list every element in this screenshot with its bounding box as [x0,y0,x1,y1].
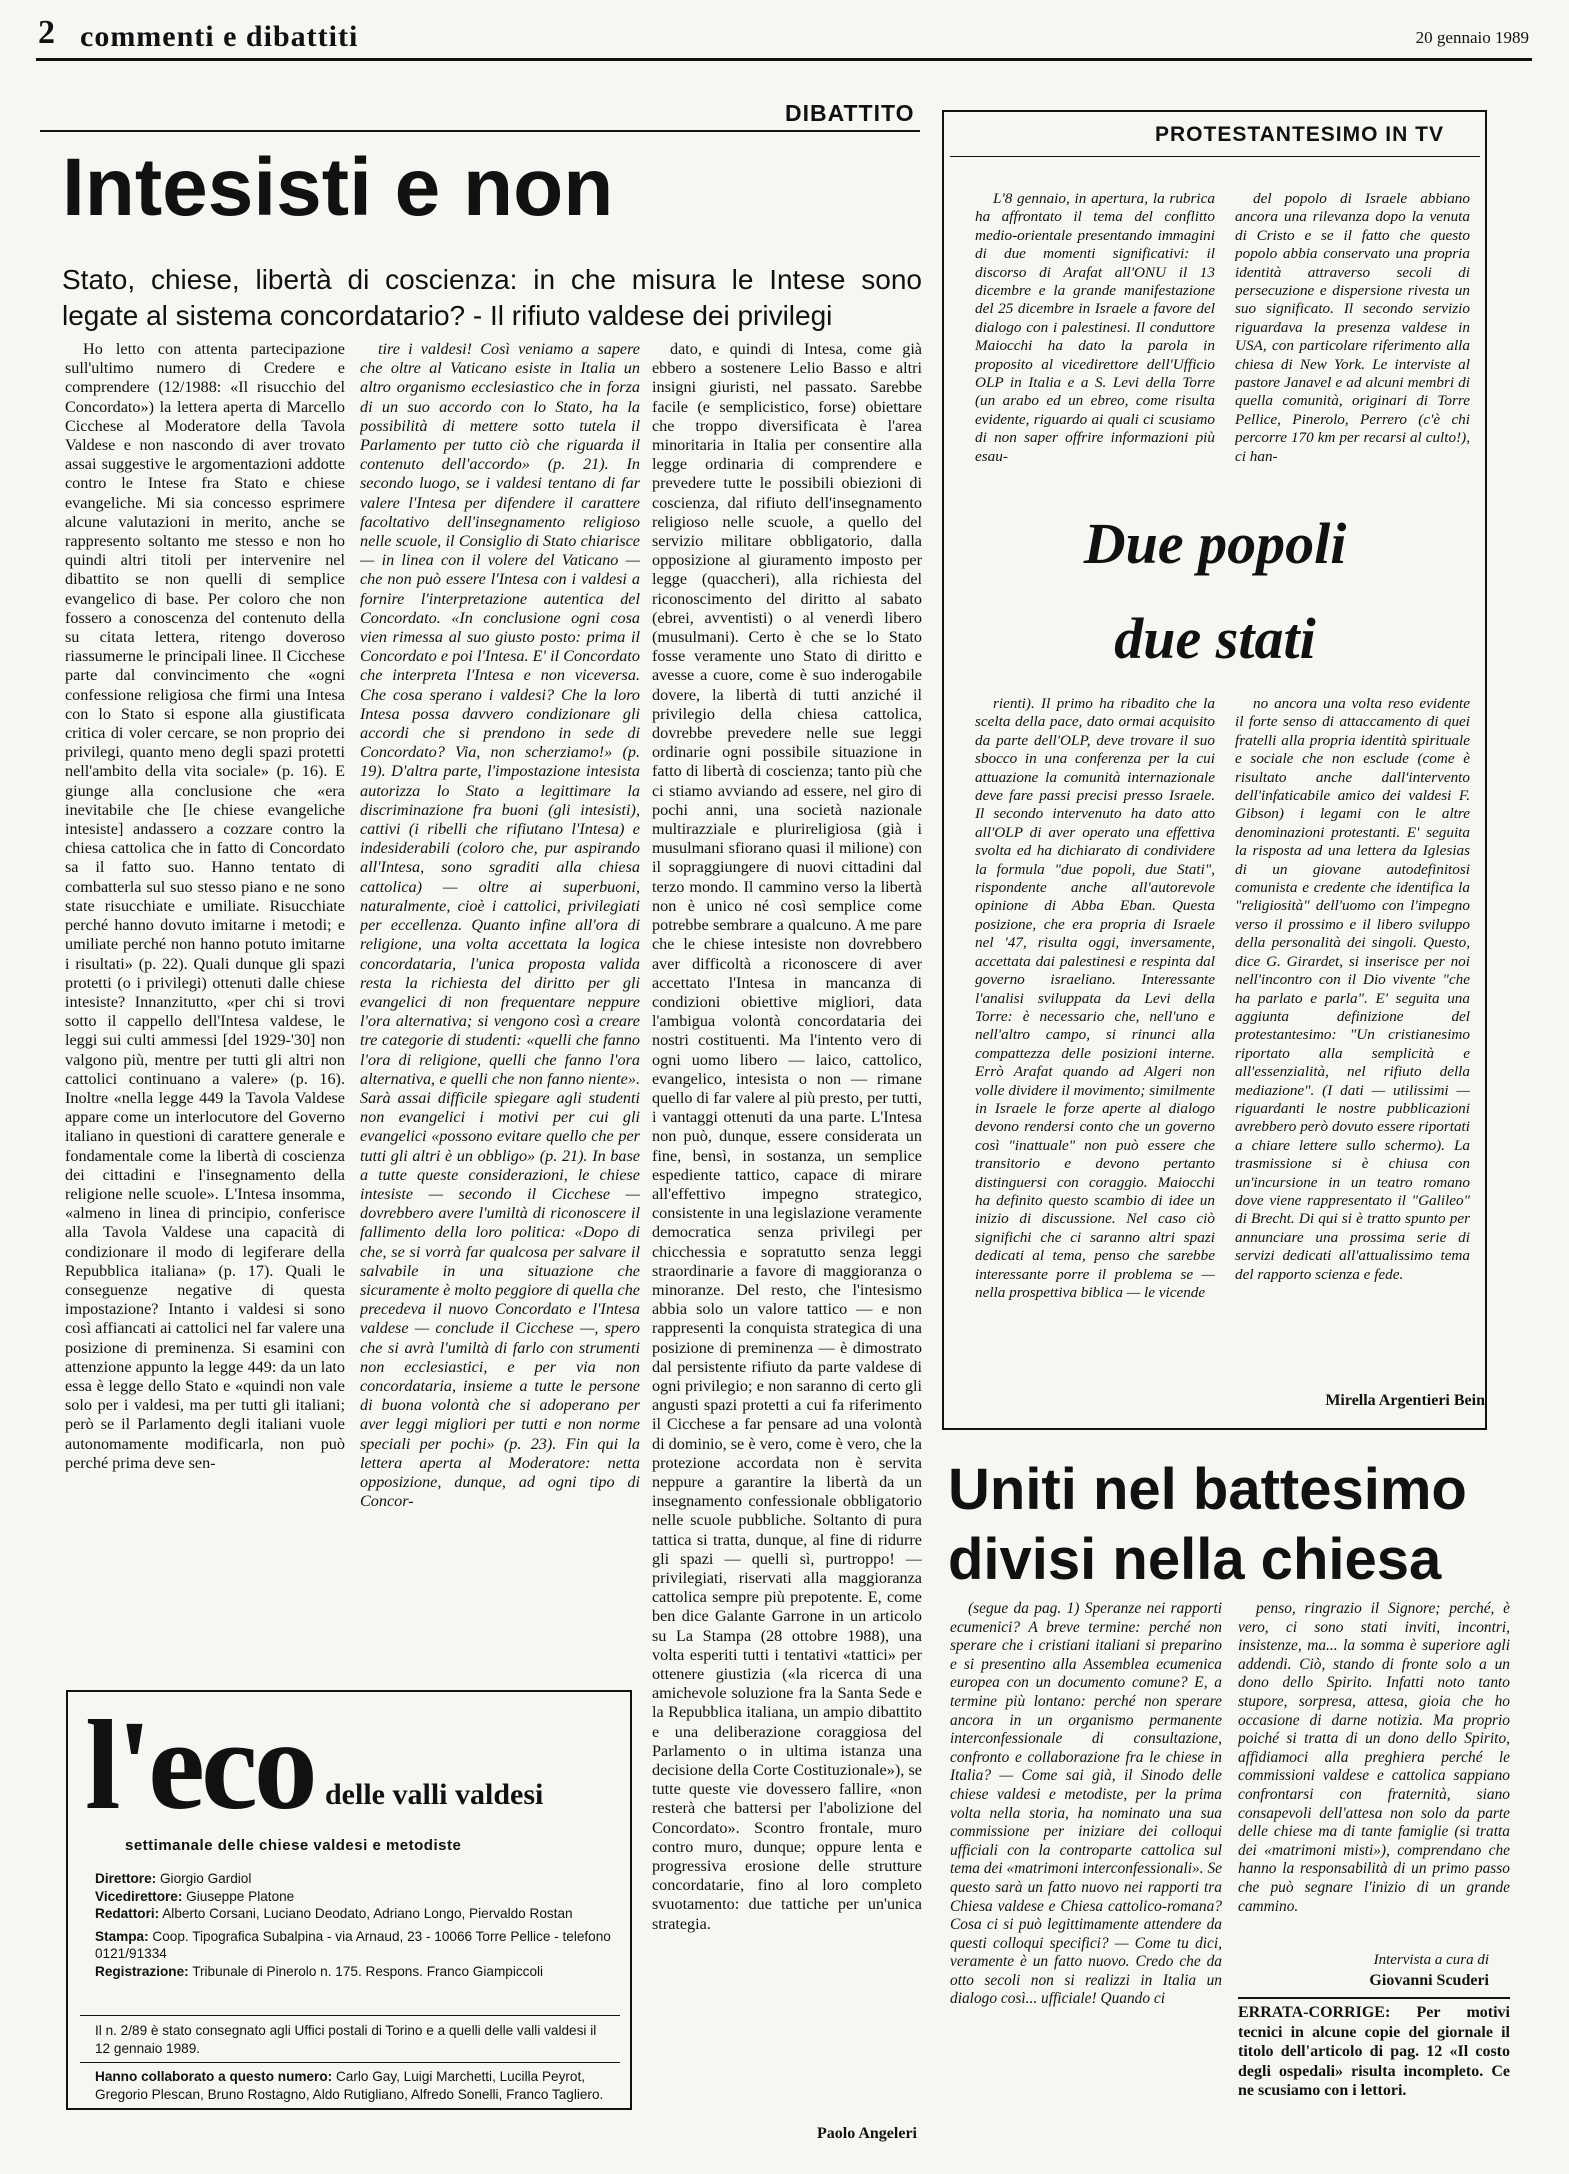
editors-names: Alberto Corsani, Luciano Deodato, Adriano Longo, Piervaldo Rostan [162,1906,573,1921]
article-column-2 [360,340,640,1660]
interview-title-line-1: Uniti nel battesimo [948,1457,1467,1522]
interview-credit-line: Intervista a cura di [1373,1952,1489,1968]
page-number: 2 [38,14,55,51]
contributors-names: Carlo Gay, Luigi Marchetti, Lucilla Peyrot, Gregorio Plescan, Bruno Rostagno, Aldo Rutigliano, Alfredo Sonelli, Franco Tagliero. [95,2069,604,2102]
article-author: Paolo Angeleri [817,2125,917,2142]
section-title: commenti e dibattiti [80,20,359,53]
tv-text: L'8 gennaio, in apertura, la rubrica ha affrontato il tema del conflitto medio-orientale presentando immagini di due momenti significativi: il discorso di Arafat all'ONU il 13 dicembre e la grande manifestazione del 25 dicembre in Israele a favore del dialogo con i palestinesi. Il conduttore Maiocchi ha dato la parola in proposito al vicedirettore dell'Ufficio OLP in Italia e a S. Levi della Torre (un arabo ed un ebreo, come risulta evidente, riguardo ai quali ci scusiamo di non saper offrire informazioni più esau- [975,190,1215,465]
tv-top-column-2 [1235,190,1470,495]
article-column-3 [652,340,922,2110]
interview-text: penso, ringrazio il Signore; perché, è vero, ci sono stati inviti, incontri, insistenze, ma... la somma è superiore agli addendi. Ciò, stando di fronte solo a un dono dello Spirito. Infatti noto tanto stupore, sorpresa, attesa, gioia che ho occasione di darne notizia. Ma proprio poiché si tratta di un dono dello Spirito, affidiamoci alla preghiera perché le commissioni valdese e cattolica sappiano confrontarsi con fraternità, siano consapevoli dell'attesa non solo da parte delle chiese ma di tante famiglie (si tratta dei «matrimoni misti»), comprendano che hanno la responsabilità di un primo passo che può segnare l'inizio di un grande cammino. [1238,1600,1510,1915]
tv-author: Mirella Argentieri Bein [1325,1392,1485,1409]
colophon-logo: l'eco [85,1694,314,1836]
article-kicker: DIBATTITO [785,100,915,126]
vice-label: Vicedirettore: [95,1888,183,1904]
tv-text: del popolo di Israele abbiano ancora una rilevanza dopo la venuta di Cristo e se il fatto che questo popolo abbia conservato una propria identità attraverso secoli di persecuzione e dispersione rivesta un suo significato. Il secondo servizio riguardava la presenza valdese in USA, con particolare riferimento alla chiesa di New York. Le interviste al pastore Janavel e ad alcuni membri di quella comunità, originari di Torre Pellice, Pinerolo, Perrero (c'è chi percorre 170 km per recarsi al culto!), ci han- [1235,190,1470,465]
kicker-rule [40,130,920,132]
tv-top-column-1 [975,190,1215,495]
colophon-divider-2 [80,2062,620,2063]
tv-title-line-2: due stati [1114,606,1316,671]
article-text: dato, e quindi di Intesa, come già ebbero a sostenere Lelio Basso e altri insigni giuristi, nel passato. Sarebbe facile (e semplicistico, forse) obiettare che troppo diversificata è l'area minoritaria in Italia per consentire alla legge ordinaria di comprendere e prevedere tutte le possibili obiezioni di coscienza, dal rifiuto dell'insegnamento religioso nelle scuole, a quello del servizio militare obbligatorio, dalla opposizione al giuramento imposto per legge (quaccheri), alla richiesta del riconoscimento del diritto al sabato (ebrei, avventisti) o al venerdì libero (musulmani). Certo è che se lo Stato fosse veramente uno Stato di diritto e avesse a cuore, come è suo inderogabile dovere, la libertà di tutti anziché il privilegio della chiesa cattolica, dovrebbe prevedere nelle sue leggi ordinarie ogni possibile situazione in fatto di libertà di coscienza; tanto più che ci stiamo avviando ad essere, nel giro di pochi anni, una società nazionale multirazziale e plurireligiosa (già i musulmani sfiorano quasi il milione) con il sopraggiungere di nuovi cittadini dal terzo mondo. Il cammino verso la libertà non è unico né così semplice come potrebbe sembrare a qualcuno. A me pare che le chiese intesiste non dovrebbero aver difficoltà a riconoscere di aver accettato l'Intesa in mancanza di condizioni obiettive migliori, data l'ambigua volontà concordataria dei nostri costituenti. Ma l'intento vero di ogni uomo libero — laico, cattolico, evangelico, intesista o non — rimane quello di far valere al più presto, per tutti, i vantaggi ottenuti da una parte. L'Intesa non può, dunque, essere considerata un fine, bensì, in sostanza, un semplice espediente tattico, capace di mirare all'effettivo impegno strategico, consistente in una legislazione veramente democratica senza privilegi per chicchessia e sopratutto senza leggi straordinarie a favore di maggioranza o minoranze. Del resto, che l'intesismo abbia solo un valore tattico — e non rappresenti la conquista strategica di una posizione di preminenza — è dimostrato dal persistente rifiuto da parte valdese di ogni privilegio; e non saranno di certo gli angusti spazi protetti a cui fa riferimento il Cicchese a far pensare ad una volontà di dominio, se è vero, come è vero, che la protezione accordata non è servita neppure a garantire la libertà da un insegnamento confessionale obbligatorio nelle scuole pubbliche. Soltanto di pura tattica si tratta, dunque, al fine di ridurre gli spazi — quelli sì, purtroppo! — privilegiati, riservati alla maggioranza cattolica sempre più prepotente. E, come ben dice Galante Garrone in un articolo su La Stampa (28 ottobre 1988), una volta esperiti tutti i tentativi «tattici» per ottenere giustizia («la ricerca di una amichevole soluzione fra la Santa Sede e la Repubblica italiana, un ampio dibattito e una deliberazione coraggiosa del Parlamento o in ultima istanza una decisione della Corte Costituzionale»), se tutte queste vie dovessero fallire, «non resterà che battersi per l'abolizione del Concordato». Scontro frontale, muro contro muro, dunque; oppure lenta e progressiva erosione delle strutture concordatarie, fino al loro completo svuotamento: due tattiche per un'unica strategia. [652,340,922,1933]
colophon-logo-subtitle: delle valli valdesi [325,1778,544,1811]
registration-label: Registrazione: [95,1963,189,1979]
colophon-tagline: settimanale delle chiese valdesi e metodiste [125,1837,462,1854]
contributors-label: Hanno collaborato a questo numero: [95,2069,333,2084]
errata-note [1238,2003,1510,2138]
director-label: Direttore: [95,1871,157,1886]
errata-label: ERRATA-CORRIGE: [1238,2004,1391,2021]
article-text: tire i valdesi! Così veniamo a sapere che oltre al Vaticano esiste in Italia un altro organismo ecclesiastico che in forza di un suo accordo con lo Stato, ha la possibilità di mettere sotto tutela il Parlamento per tutto ciò che riguarda il contenuto dell'accordo» (p. 21). In secondo luogo, se i valdesi tentano di far valere l'Intesa per difendere il carattere facoltativo dell'insegnamento religioso nelle scuole, il Consiglio di Stato chiarisce — in linea con il volere del Vaticano — che non può essere l'Intesa con i valdesi a fornire l'interpretazione autentica del Concordato. «In conclusione ogni cosa vien rimessa al suo giusto posto: prima il Concordato e poi l'Intesa. E' il Concordato che interpreta l'Intesa e non viceversa. Che cosa sperano i valdesi? Che la loro Intesa possa davvero condizionare gli accordi che si prendono in sede di Concordato? Via, non scherziamo!» (p. 19). D'altra parte, l'impostazione intesista autorizza lo Stato a legittimare la discriminazione fra buoni (gli intesisti), cattivi (i ribelli che rifiutano l'Intesa) e indesiderabili (coloro che, pur aspirando all'Intesa, sono sgraditi alla chiesa cattolica) — oltre ai superbuoni, naturalmente, cioè i cattolici, privilegiati per eccellenza. Quanto infine all'ora di religione, una volta accettata la logica concordataria, l'unica proposta valida resta la richiesta del diritto per gli evangelici di non frequentare neppure l'ora alternativa; si vengono così a creare tre categorie di studenti: «quelli che fanno l'ora di religione, quelli che fanno l'ora alternativa, e quelli che non fanno niente». Sarà assai difficile spiegare agli studenti non evangelici i motivi per cui gli evangelici «possono evitare quello che per tutti gli altri è un obbligo» (p. 21). In base a tutte queste considerazioni, le chiese intesiste — secondo il Cicchese — dovrebbero avere l'umiltà di riconoscere il fallimento della loro politica: «Dopo di che, se si vorrà far qualcosa per salvare il salvabile in una situazione che sicuramente è molto peggiore di quella che precedeva il nuovo Concordato e l'Intesa valdese — conclude il Cicchese —, spero che si avrà l'umiltà di farlo con strumenti non ecclesiastici, e per via non concordataria, insieme a tutte le persone di buona volontà che si adoperano per aver leggi migliori per tutti e non norme speciali per pochi» (p. 23). Fin qui la lettera aperta al Moderatore: netta opposizione, dunque, ad ogni tipo di Concor- [360,340,640,1511]
director-name: Giorgio Gardiol [159,1871,252,1886]
interview-column-2 [1238,1600,1510,1945]
article-title: Intesisti e non [62,142,614,233]
masthead-rule [36,58,1532,61]
issue-date: 20 gennaio 1989 [1415,28,1529,47]
tv-text: rienti). Il primo ha ribadito che la scelta della pace, dato ormai acquisito da parte dell'OLP, deve trovare il suo sbocco in una conferenza per la cui attuazione la comunità internazionale deve fare passi precisi presso Israele. Il secondo intervenuto ha dato atto all'OLP di aver operato una effettiva svolta ed ha dichiarato di condividere la formula "due popoli, due Stati", rispondente anche all'autorevole opinione di Abba Eban. Questa posizione, che era propria di Israele nel '47, risulta oggi, inversamente, accettata dai palestinesi e respinta dal governo israeliano. Interessante l'analisi sviluppata da Levi della Torre: è necessario che, nell'uno e nell'altro campo, si rinunci alla compattezza delle posizioni interne. Errò Arafat quando ad Algeri non volle dividere il movimento; similmente in Israele le forze aperte al dialogo devono rendersi conto che un governo così "inattuale" non può essere che transitorio e devono pertanto distinguersi con coraggio. Maiocchi ha definito questo scambio di idee un inizio di discussione. Nel caso ciò significhi che ci saranno altri spazi dedicati al tema, penso che sarebbe interessante porre il problema se — nella prospettiva biblica — le vicende [975,695,1215,1301]
interview-column-1 [950,1600,1222,2160]
article-subtitle: Stato, chiese, libertà di coscienza: in che misura le Intese sono legate al sistema concordatario? - Il rifiuto valdese dei privilegi [62,264,922,331]
registration-info: Tribunale di Pinerolo n. 175. Respons. Franco Giampiccoli [192,1963,544,1979]
tv-text: no ancora una volta reso evidente il forte senso di attaccamento di quei fratelli alla propria identità spirituale e sociale che non esclude (come è risultato anche dall'intervento dell'infaticabile amico dei valdesi F. Gibson) i legami con le altre denominazioni protestanti. E' seguita la risposta ad una lettera da Iglesias di un giovane autodefinitosi comunista e credente che identifica la "religiosità" dell'uomo con l'impegno verso il prossimo e il libero sviluppo della personalità dei singoli. Questo, dice G. Girardet, si inserisce per noi nell'incontro con il Dio vivente "che ha parlato e parla". E' seguita una aggiunta definizione del protestantesimo: "Un cristianesimo riportato alla semplicità e all'essenzialità, nel rifiuto della mediazione". (I dati — utilissimi — riguardanti le nostre pubblicazioni avrebbero però dovuto essere riportati a chiare lettere sullo schermo). La trasmissione si è chiusa con un'incursione in un teatro romano dove viene rappresentato il "Galileo" di Brecht. Di qui si è tratto spunto per annunciare una prossima serie di servizi dedicati all'attualissimo tema del rapporto scienza e fede. [1235,695,1470,1283]
editors-label: Redattori: [95,1906,160,1921]
interview-title-line-2: divisi nella chiesa [948,1527,1442,1592]
errata-rule [1238,1997,1510,1999]
print-info: Coop. Tipografica Subalpina - via Arnaud, 23 - 10066 Torre Pellice - telefono 0121/91334 [95,1928,611,1961]
tv-box-header: PROTESTANTESIMO IN TV [1155,123,1444,146]
interview-text: (segue da pag. 1) Speranze nei rapporti ecumenici? A breve termine: perché non sperare che i cristiani italiani si preparino e si presentino alla Assemblea ecumenica europea con un documento comune? E, a termine più lontano: perché non sperare ancora in un organismo permanente interconfessionale di consultazione, confronto e collaborazione fra le chiese in Italia? — Come sai già, il Sinodo delle chiese valdesi e metodiste, per la prima volta nella storia, ha nominato una sua commissione per iniziare dei colloqui ufficiali con la controparte cattolica sul tema dei «matrimoni interconfessionali». Se questo sarà un fatto nuovo nei rapporti tra Chiesa valdese e Chiesa cattolico-romana? Cosa ci si può legittimamente attendere da questi colloqui specifici? — Come tu dici, veramente è un fatto nuovo. Credo che da otto secoli non si realizzi in Italia un dialogo così... ufficiale! Quando ci [950,1600,1222,2008]
print-label: Stampa: [95,1928,149,1944]
tv-header-rule [950,156,1480,157]
tv-title-line-1: Due popoli [1083,511,1347,576]
interview-credit-name: Giovanni Scuderi [1369,1972,1489,1989]
article-column-1 [65,340,345,1670]
vice-name: Giuseppe Platone [186,1888,295,1904]
tv-bottom-column-1 [975,695,1215,1390]
colophon-divider-1 [80,2015,620,2016]
contributors [95,2068,615,2103]
tv-bottom-column-2 [1235,695,1470,1355]
delivery-note: Il n. 2/89 è stato consegnato agli Uffici postali di Torino e a quelli delle valli valdesi il 12 gennaio 1989. [95,2023,597,2056]
colophon-credits [95,1870,615,1980]
errata-text: Per motivi tecnici in alcune copie del giornale il titolo dell'articolo di pag. 12 «Il costo degli ospedali» risulta incompleto. Ce ne scusiamo con i lettori. [1238,2004,1510,2099]
article-text: Ho letto con attenta partecipazione sull'ultimo numero di Credere e comprendere (12/1988: «Il risucchio del Concordato») la lettera aperta di Marcello Cicchese al Moderatore della Tavola Valdese e non nascondo di aver trovato assai suggestive le argomentazioni addotte contro le Intese fra Stato e chiese evangeliche. Mi sia concesso esprimere alcune valutazioni in merito, anche se rappresento soltanto me stesso e non ho quindi altri titoli per intervenire nel dibattito se non quelli di semplice evangelico di base. Per coloro che non fossero a conoscenza del contenuto della su citata lettera, ritengo doveroso riassumerne le principali linee. Il Cicchese parte dal convincimento che «ogni confessione religiosa che firmi una Intesa con lo Stato si espone alla giustificata critica di voler cercare, se non proprio dei privilegi, quanto meno degli spazi protetti nell'ambito della vita sociale» (p. 16). E giunge alla conclusione che «era inevitabile che [le chiese evangeliche intesiste] andassero a cozzare contro la chiesa cattolica che in fatto di Concordato sa il fatto suo. Hanno tentato di combatterla sul suo stesso piano e ne sono state risucchiate e umiliate. Risucchiate perché hanno dovuto imitarne i metodi; e umiliate perché non hanno potuto imitarne i risultati» (p. 22). Quali dunque gli spazi protetti (o i privilegi) ottenuti dalle chiese intesiste? Innanzitutto, «per chi si trovi sotto il cappello dell'Intesa valdese, le leggi sui culti ammessi [del 1929-'30] non valgono più, mentre per tutti gli altri non cattolici continuano a valere» (p. 16). Inoltre «nella legge 449 la Tavola Valdese appare come un interlocutore del Governo italiano in questioni di carattere generale e fondamentale come la libertà di coscienza dei cittadini e l'insegnamento della religione nelle scuole». L'Intesa insomma, «almeno in linea di principio, conferisce alla Tavola Valdese una capacità di condizionare il modo di legiferare della Repubblica italiana» (p. 17). Quali le conseguenze negative di questa impostazione? Intanto i valdesi si sono così affiancati ai cattolici nel far valere una posizione di preminenza. Si esamini con attenzione appunto la legge 449: da un lato essa è legge dello Stato e «quindi non vale solo per i valdesi, ma per tutti gli italiani; però se il Parlamento degli italiani vuole autonomamente modificarla, non può perché prima deve sen- [65,340,345,1472]
